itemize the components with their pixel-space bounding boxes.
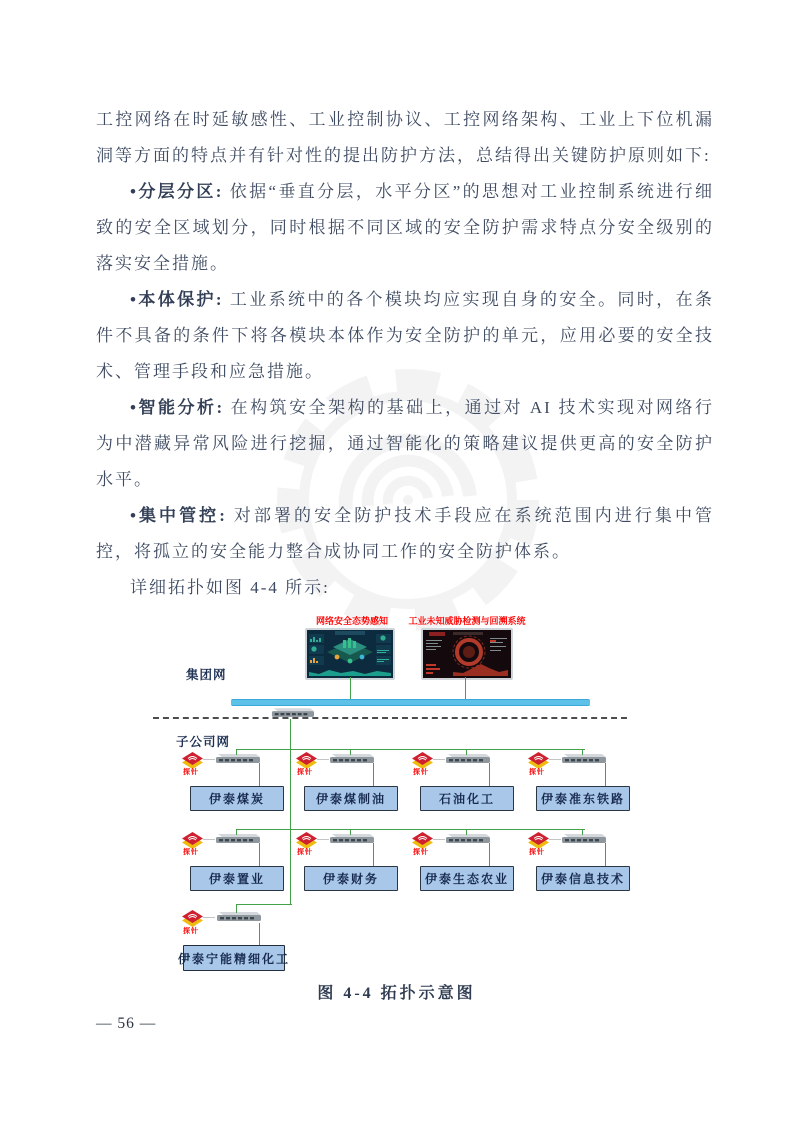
probe-label: 探针 [297, 849, 313, 856]
paragraph-text: 对部署的安全防护技术手段应在系统范围内进行集中管控，将孤立的安全能力整合成协同工作的安全防护体系。 [96, 506, 714, 561]
link-line [236, 829, 237, 835]
switch-icon [444, 753, 490, 765]
link-line [605, 843, 606, 866]
switch-icon [214, 833, 260, 845]
subsidiary-name: 伊泰生态农业 [424, 872, 509, 886]
subsidiary-box [420, 786, 514, 811]
link-line [259, 763, 260, 786]
page-number: — 56 — [96, 1015, 157, 1032]
switch-icon [444, 833, 490, 845]
subsidiary-box [304, 786, 398, 811]
link-line [236, 749, 237, 755]
switch-icon [560, 833, 606, 845]
subsidiary-node [526, 749, 640, 819]
paragraph-lead: •集中管控: [130, 506, 227, 525]
paragraph [96, 102, 714, 174]
link-line [373, 763, 374, 786]
paragraph-lead: •分层分区: [130, 182, 224, 201]
link-line [466, 749, 467, 755]
paragraph [96, 498, 714, 570]
probe-label: 探针 [183, 769, 199, 776]
subsidiary-name: 伊泰煤炭 [208, 792, 265, 806]
subsidiary-name: 伊泰财务 [322, 872, 379, 886]
switch-icon [560, 753, 606, 765]
switch-icon [214, 753, 260, 765]
monitor-title: 工业未知威胁检测与回溯系统 [408, 616, 526, 626]
subsidiary-box [420, 866, 514, 891]
subsidiary-box [190, 866, 284, 891]
core-switch-icon [270, 706, 314, 720]
link-line [582, 829, 583, 835]
link-line [259, 923, 260, 945]
link-line [350, 749, 351, 755]
network-boundary-dashed-line [153, 717, 627, 719]
link-line [489, 763, 490, 786]
link-line [373, 843, 374, 866]
probe-label: 探针 [413, 769, 429, 776]
subsidiary-network-label: 子公司网 [176, 735, 231, 749]
subsidiary-node [180, 749, 294, 819]
subsidiary-box [304, 866, 398, 891]
paragraph-text: 在构筑安全架构的基础上，通过对 AI 技术实现对网络行为中潜藏异常风险进行挖掘，通过智能化的策略建议提供更高的安全防护水平。 [96, 398, 714, 489]
subsidiary-node [410, 749, 524, 819]
paragraph [96, 570, 714, 606]
subsidiary-name: 伊泰信息技术 [540, 872, 625, 886]
probe-label: 探针 [183, 928, 199, 935]
subsidiary-node [526, 829, 640, 899]
monitor-title: 网络安全态势感知 [315, 616, 389, 626]
paragraph-text: 工业系统中的各个模块均应实现自身的安全。同时，在条件不具备的条件下将各模块本体作为安全防护的单元，应用必要的安全技术、管理手段和应急措施。 [96, 290, 714, 381]
paragraph [96, 390, 714, 498]
subsidiary-name: 石油化工 [438, 792, 495, 806]
probe-label: 探针 [529, 849, 545, 856]
paragraph [96, 282, 714, 390]
paragraph-text: 依据“垂直分层，水平分区”的思想对工业控制系统进行细致的安全区域划分，同时根据不同区域的安全防护需求特点分安全级别的落实安全措施。 [96, 182, 714, 273]
link-line [605, 763, 606, 786]
link-line [259, 843, 260, 866]
link-line [236, 904, 237, 913]
subsidiary-name: 伊泰置业 [208, 872, 265, 886]
link-line [350, 829, 351, 835]
subsidiary-node [410, 829, 524, 899]
switch-icon [214, 911, 262, 923]
subsidiary-node [294, 829, 408, 899]
switch-icon [328, 753, 374, 765]
probe-label: 探针 [529, 769, 545, 776]
subsidiary-box [190, 786, 284, 811]
subsidiary-name: 伊泰煤制油 [315, 792, 386, 806]
subsidiary-box [178, 945, 291, 971]
probe-label: 探针 [183, 849, 199, 856]
paragraph-text: 工控网络在时延敏感性、工业控制协议、工控网络架构、工业上下位机漏洞等方面的特点并有针对性的提出防护方法，总结得出关键防护原则如下: [96, 110, 714, 165]
subsidiary-node [294, 749, 408, 819]
link-line [489, 843, 490, 866]
threat-detection-dashboard [421, 628, 513, 680]
group-network-backbone [231, 699, 590, 706]
paragraph-lead: •本体保护: [130, 290, 224, 309]
subsidiary-name: 伊泰准东铁路 [540, 792, 625, 806]
subsidiary-box [536, 786, 630, 811]
link-line [582, 749, 583, 755]
figure-caption: 图 4-4 拓扑示意图 [317, 985, 476, 1002]
paragraph-lead: •智能分析: [130, 398, 225, 417]
security-situation-dashboard [305, 628, 395, 680]
link-line [350, 677, 351, 700]
link-line [465, 677, 466, 700]
subsidiary-box [536, 866, 630, 891]
paragraph [96, 174, 714, 282]
paragraph-text: 详细拓扑如图 4-4 所示: [130, 578, 330, 597]
subsidiary-name: 伊泰宁能精细化工 [178, 951, 291, 966]
group-network-label: 集团网 [186, 668, 227, 682]
probe-label: 探针 [413, 849, 429, 856]
switch-icon [328, 833, 374, 845]
link-line [466, 829, 467, 835]
subsidiary-node [180, 829, 294, 899]
probe-label: 探针 [297, 769, 313, 776]
subsidiary-node [180, 904, 294, 974]
body-text [96, 102, 714, 606]
